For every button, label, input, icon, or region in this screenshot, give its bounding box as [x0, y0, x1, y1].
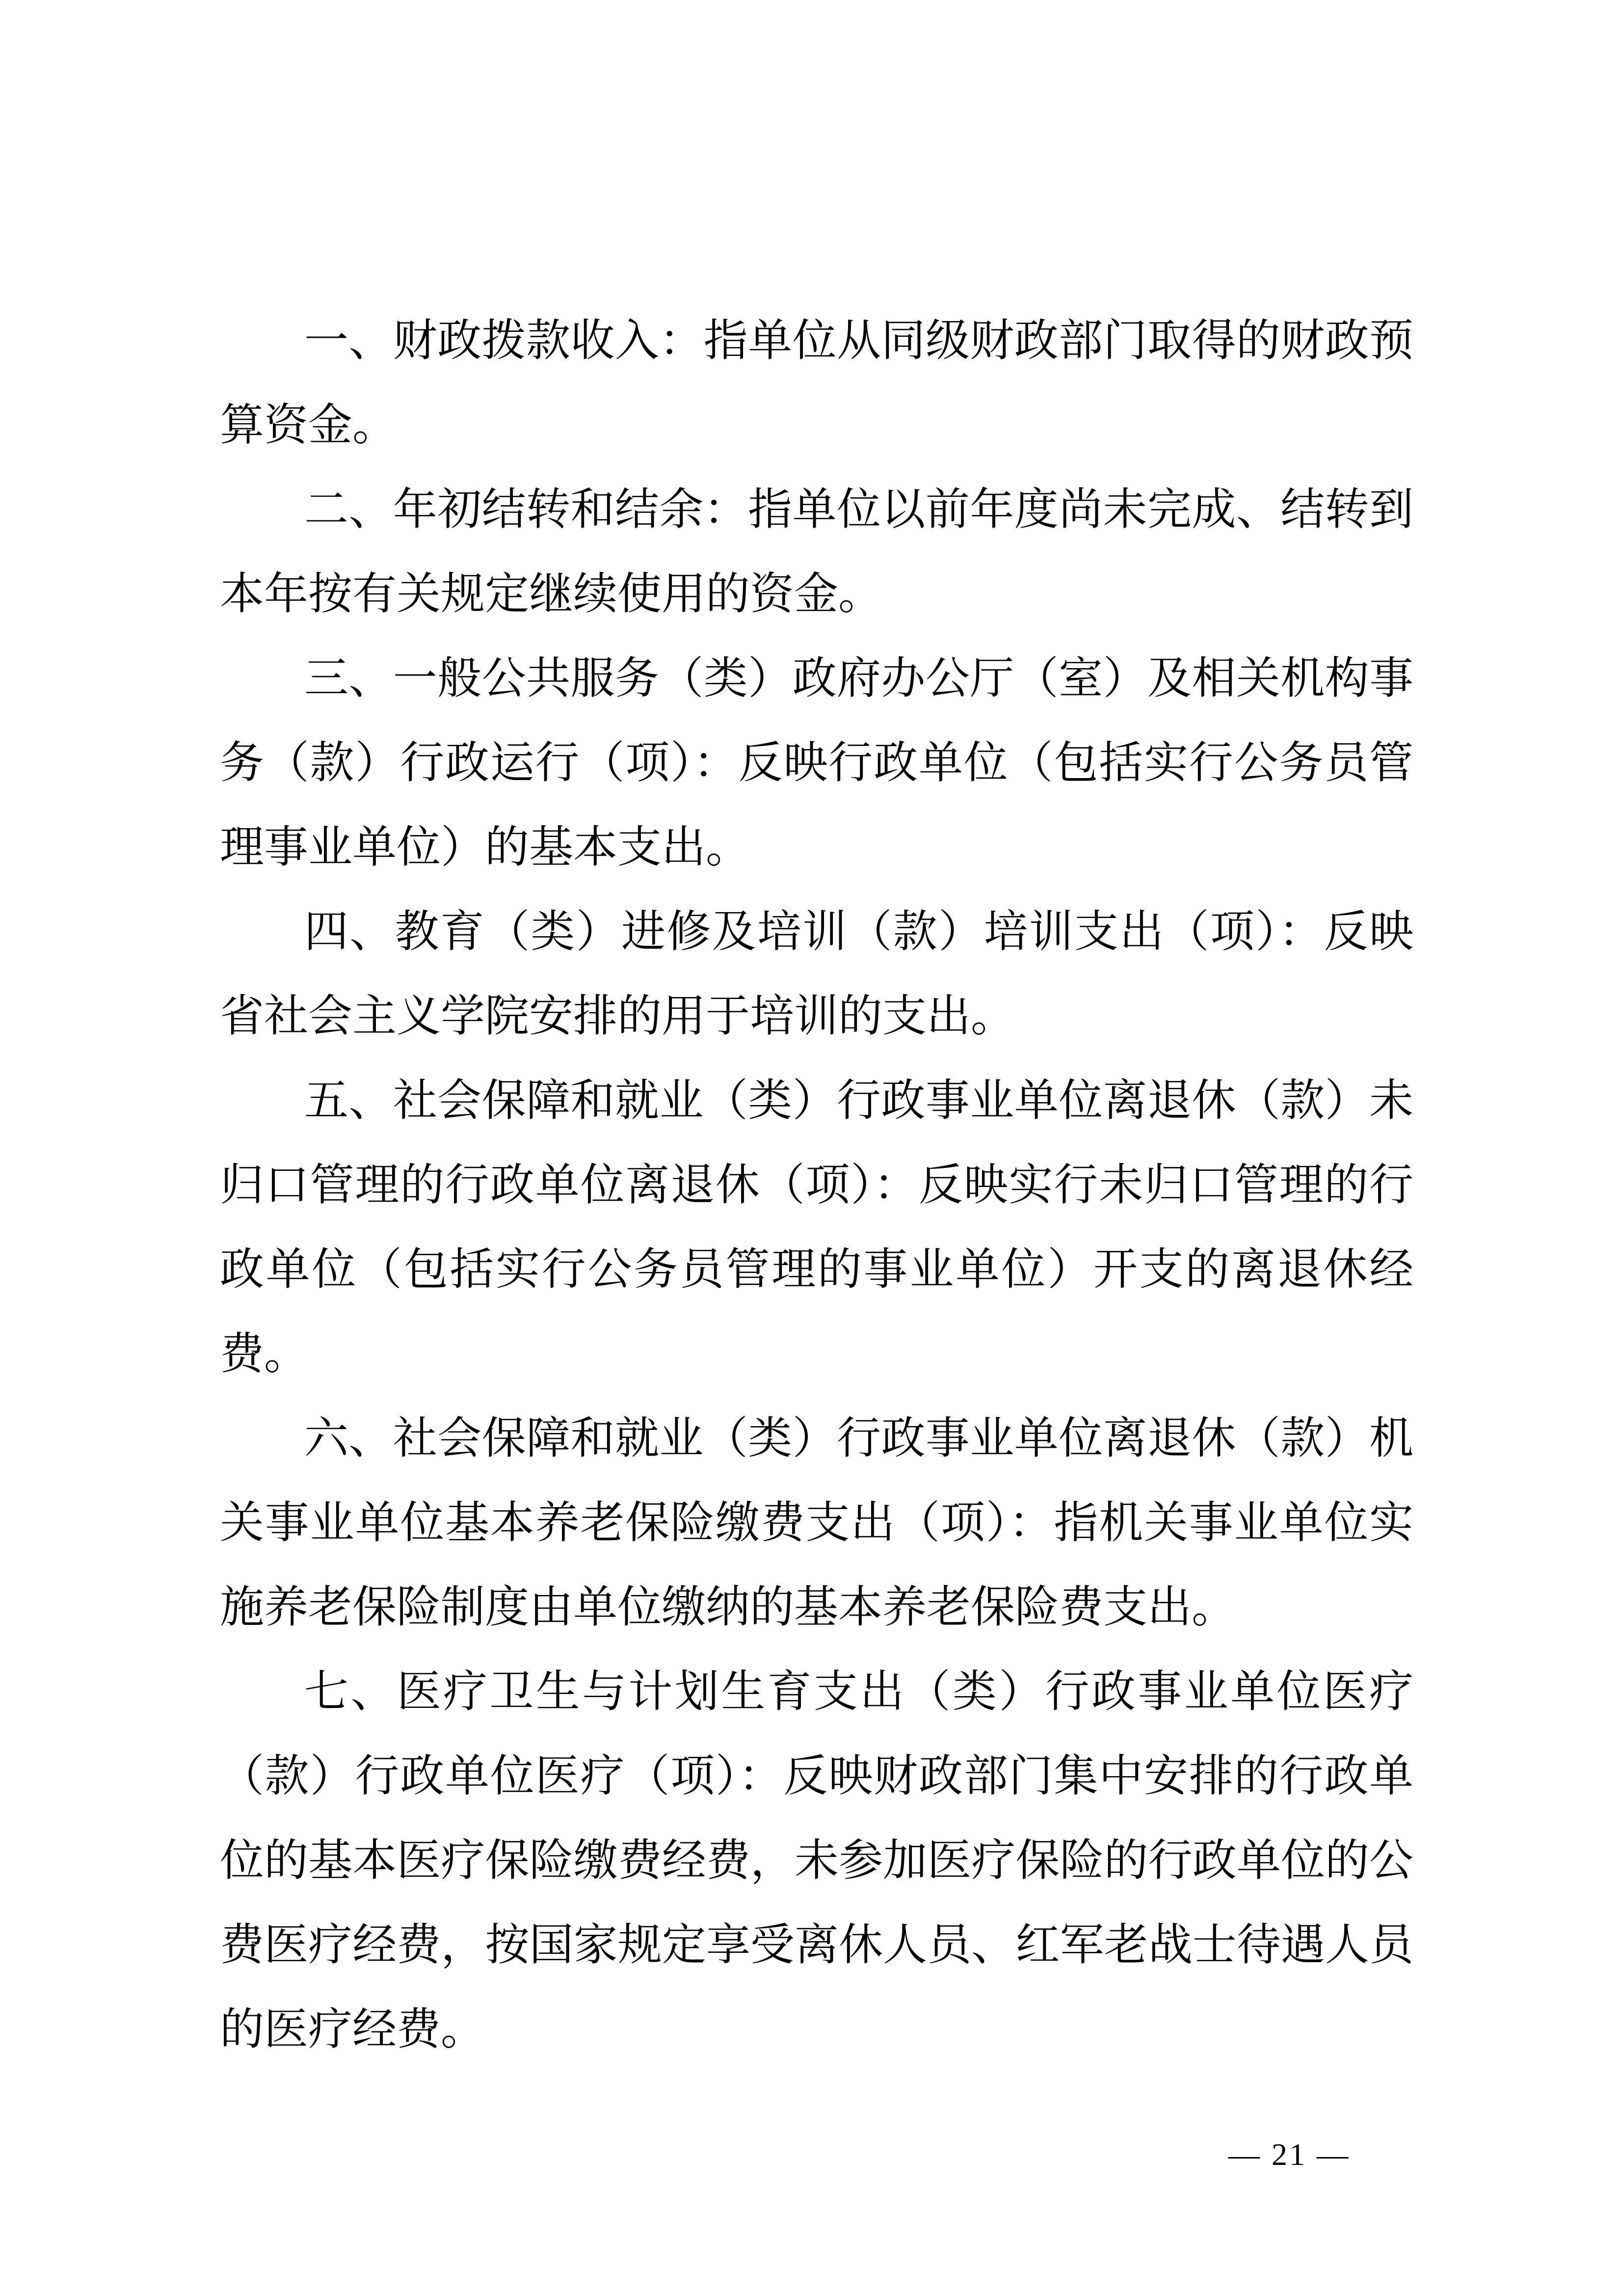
paragraph-1: 一、财政拨款收入：指单位从同级财政部门取得的财政预算资金。: [220, 317, 1413, 450]
paragraph-3: 三、一般公共服务（类）政府办公厅（室）及相关机构事务（款）行政运行（项）：反映行政单位（包括实行公务员管理事业单位）的基本支出。: [220, 654, 1413, 872]
document-body: [220, 299, 1413, 2072]
paragraph-2: 二、年初结转和结余：指单位以前年度尚未完成、结转到本年按有关规定继续使用的资金。: [220, 486, 1413, 619]
paragraph-6: 六、社会保障和就业（类）行政事业单位离退休（款）机关事业单位基本养老保险缴费支出（项）：指机关事业单位实施养老保险制度由单位缴纳的基本养老保险费支出。: [220, 1414, 1413, 1632]
paragraph-7: 七、医疗卫生与计划生育支出（类）行政事业单位医疗（款）行政单位医疗（项）：反映财政部门集中安排的行政单位的基本医疗保险缴费经费，未参加医疗保险的行政单位的公费医疗经费，按国家规定享受离休人员、红军老战士待遇人员的医疗经费。: [220, 1668, 1413, 2054]
paragraph-5: 五、社会保障和就业（类）行政事业单位离退休（款）未归口管理的行政单位离退休（项）：反映实行未归口管理的行政单位（包括实行公务员管理的事业单位）开支的离退休经费。: [220, 1077, 1413, 1378]
page-number: — 21 —: [1228, 2137, 1350, 2172]
paragraph-4: 四、教育（类）进修及培训（款）培训支出（项）：反映省社会主义学院安排的用于培训的支出。: [220, 908, 1413, 1041]
